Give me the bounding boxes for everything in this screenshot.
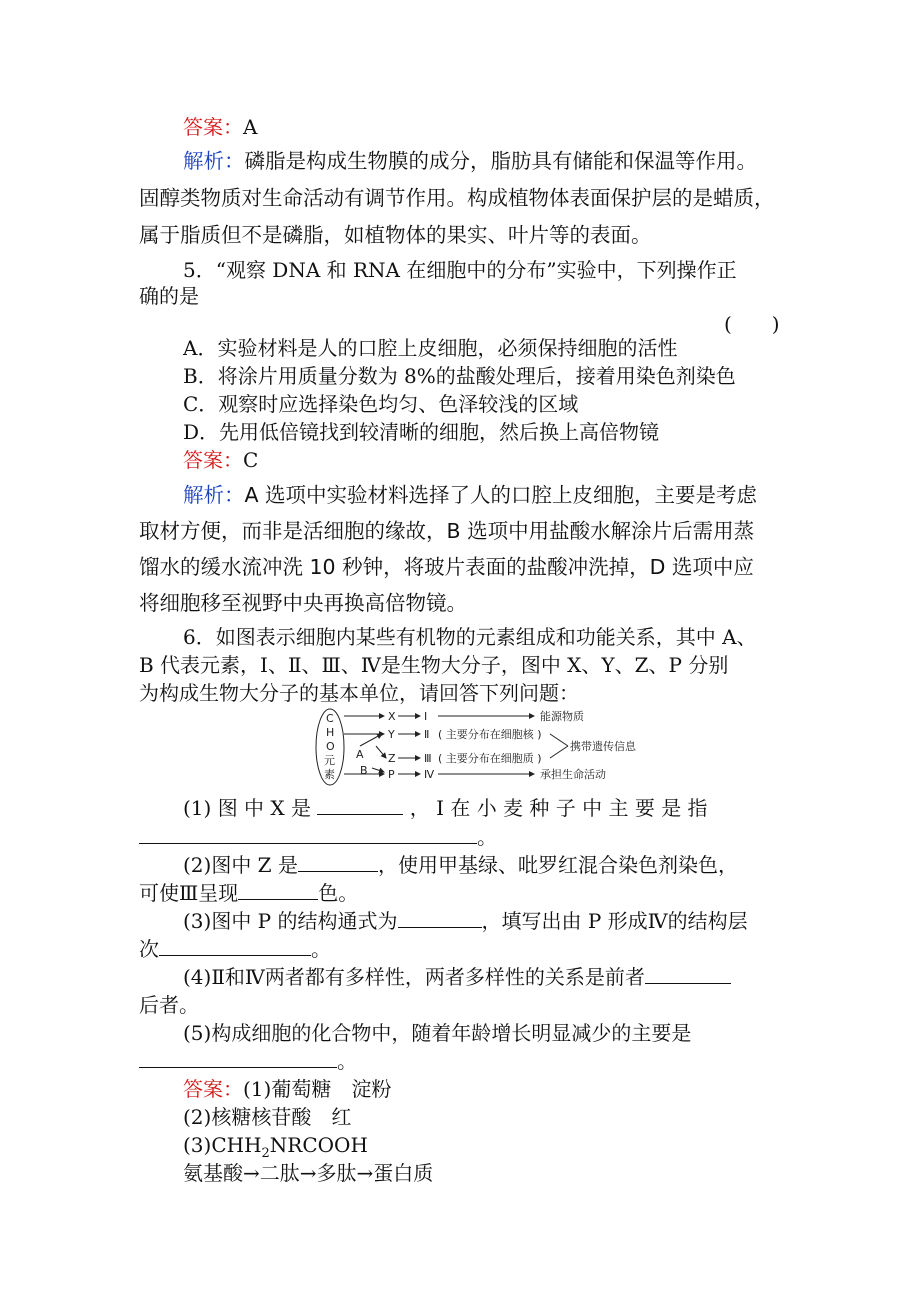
q6-sub4-line-1: (4)Ⅱ和Ⅳ两者都有多样性，两者多样性的关系是前者 [183, 963, 731, 991]
element-su: 素 [324, 768, 335, 781]
answer-value: A [243, 115, 258, 139]
q6-sub1-line-2: 。 [139, 823, 497, 851]
analysis-label: 解析： [183, 483, 245, 507]
q6-sub1-line-1: (1) 图 中 X 是 ， Ⅰ 在 小 麦 种 子 中 主 要 是 指 [183, 796, 708, 820]
q4-answer [183, 113, 257, 141]
q5-stem-line-2: 确的是 [139, 284, 199, 308]
unit-x: X [388, 710, 396, 723]
blank[interactable] [139, 825, 477, 844]
blank[interactable] [238, 881, 318, 900]
q6-sub5-line-2: 。 [139, 1047, 357, 1075]
arrow-a-to-y [360, 734, 382, 746]
element-o: O [326, 740, 335, 753]
q5-analysis-line-4: 将细胞移至视野中央再换高倍物镜。 [139, 591, 467, 615]
blank[interactable] [398, 909, 482, 928]
q5-analysis-line-3: 馏水的缓水流冲洗 10 秒钟，将玻片表面的盐酸冲洗掉，D 选项中应 [139, 555, 754, 579]
macro-iv: Ⅳ [424, 768, 435, 781]
blank[interactable] [317, 796, 403, 815]
unit-z: Z [388, 752, 396, 765]
q6-sub3-line-2: 次 。 [139, 937, 331, 961]
func-iv: 承担生命活动 [540, 768, 606, 781]
q5-answer [183, 446, 258, 474]
func-ii-iii: 携带遗传信息 [570, 740, 636, 753]
blank[interactable] [159, 937, 311, 956]
func-i: 能源物质 [540, 710, 584, 723]
arrow-a-to-z [376, 746, 386, 758]
note-ii: ( 主要分布在细胞核 ) [438, 728, 542, 741]
answer-label: 答案： [183, 1077, 243, 1101]
unit-p: P [388, 768, 395, 781]
q5-analysis-line-1: 解析：A 选项中实验材料选择了人的口腔上皮细胞，主要是考虑 [183, 483, 758, 507]
q5-option-c: C．观察时应选择染色均匀、色泽较浅的区域 [183, 392, 579, 416]
q6-sub2-line-2: 可使Ⅲ呈现 色。 [139, 881, 359, 905]
q6-answer-line-1: 答案：(1)葡萄糖 淀粉 [183, 1077, 392, 1101]
arrow-b-to-p [372, 768, 384, 772]
analysis-label: 解析： [183, 149, 245, 173]
q5-analysis-line-2: 取材方便，而非是活细胞的缘故，B 选项中用盐酸水解涂片后需用蒸 [139, 519, 755, 543]
answer-label: 答案： [183, 448, 243, 472]
macro-ii: Ⅱ [424, 728, 430, 741]
macro-iii: Ⅲ [424, 752, 432, 765]
q4-analysis-line-3: 属于脂质但不是磷脂，如植物体的果实、叶片等的表面。 [139, 223, 652, 247]
q6-sub2-line-1: (2)图中 Z 是 ，使用甲基绿、吡罗红混合染色剂染色， [183, 853, 738, 877]
label-a: A [356, 748, 364, 761]
macro-i: Ⅰ [424, 710, 428, 723]
q6-sub4-line-2: 后者。 [139, 993, 199, 1017]
answer-value: C [243, 448, 259, 472]
q6-stem-line-3: 为构成生物大分子的基本单位，请回答下列问题： [139, 681, 579, 705]
q5-option-d: D．先用低倍镜找到较清晰的细胞，然后换上高倍物镜 [183, 420, 660, 444]
q4-analysis-line-2: 固醇类物质对生命活动有调节作用。构成植物体表面保护层的是蜡质， [139, 186, 775, 210]
label-b: B [360, 764, 368, 777]
answer-label: 答案： [183, 115, 243, 139]
q5-option-b: B．将涂片用质量分数为 8%的盐酸处理后，接着用染色剂染色 [183, 364, 736, 388]
q5-option-a: A．实验材料是人的口腔上皮细胞，必须保持细胞的活性 [183, 336, 678, 360]
q6-answer-line-4: 氨基酸→二肽→多肽→蛋白质 [183, 1161, 434, 1185]
element-composition-diagram [312, 706, 652, 788]
q6-stem-line-2: B 代表元素，Ⅰ、Ⅱ、Ⅲ、Ⅳ是生物大分子，图中 X、Y、Z、P 分别 [139, 653, 729, 677]
blank[interactable] [139, 1049, 337, 1068]
q6-answer-formula: $(3)CHH_2NRCOOH$ [183, 1133, 368, 1161]
element-yuan: 元 [324, 754, 335, 767]
q6-stem-line-1: 6．如图表示细胞内某些有机物的元素组成和功能关系，其中 A、 [183, 625, 757, 649]
q6-sub3-line-1: (3)图中 P 的结构通式为 ，填写出由 P 形成Ⅳ的结构层 [183, 909, 748, 933]
q4-analysis-line-1: 解析：磷脂是构成生物膜的成分，脂肪具有储能和保温等作用。 [183, 149, 757, 173]
q5-stem-line-1: 5．“观察 DNA 和 RNA 在细胞中的分布”实验中，下列操作正 [183, 258, 737, 282]
q6-answer-line-2: (2)核糖核苷酸 红 [183, 1105, 352, 1129]
unit-y: Y [388, 728, 395, 741]
blank[interactable] [298, 853, 378, 872]
element-c: C [326, 712, 334, 725]
note-iii: ( 主要分布在细胞质 ) [438, 752, 542, 765]
blank[interactable] [645, 965, 731, 984]
element-h: H [326, 726, 335, 739]
q6-sub5-line-1: (5)构成细胞的化合物中，随着年龄增长明显减少的主要是 [183, 1021, 692, 1045]
q5-answer-paren: ( ) [724, 312, 780, 336]
